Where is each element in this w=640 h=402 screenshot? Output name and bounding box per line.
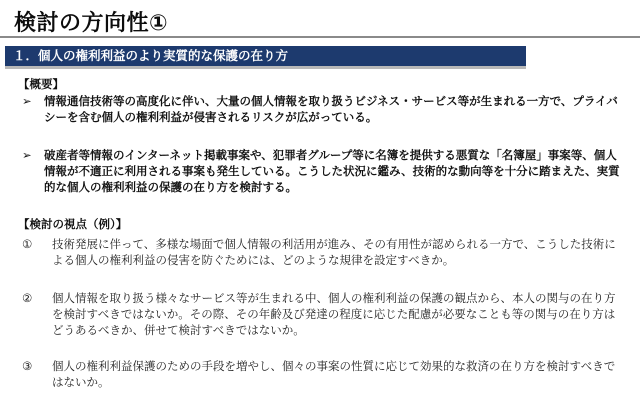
viewpoints-heading: 【検討の視点（例）】: [18, 217, 128, 231]
viewpoint-text: 個人の権利利益保護のための手段を増やし、個々の事案の性質に応じて効果的な救済の在り方を検討すべきではないか。: [52, 359, 616, 389]
overview-item-text: 破産者等情報のインターネット掲載事案や、犯罪者グループ等に名簿を提供する悪質な「名簿屋」事案等、個人情報が不適正に利用される事案も発生している。こうした状況に鑑み、技術的な動向等を十分に踏まえた、実質的な個人の権利利益の保護の在り方を検討する。: [44, 148, 620, 194]
arrow-bullet-icon: ➢: [22, 94, 32, 108]
viewpoint-number: ③: [22, 359, 33, 373]
viewpoint-item: [22, 236, 622, 268]
overview-heading: 【概要】: [18, 77, 64, 91]
overview-item-text: 情報通信技術等の高度化に伴い、大量の個人情報を取り扱うビジネス・サービス等が生まれる一方で、プライバシーを含む個人の権利利益が侵害されるリスクが広がっている。: [44, 94, 618, 124]
arrow-bullet-icon: ➢: [22, 148, 32, 162]
viewpoint-text: 個人情報を取り扱う様々なサービス等が生まれる中、個人の権利利益の保護の観点から、本人の関与の在り方を検討すべきではないか。その際、その年齢及び発達の程度に応じた配慮が必要なことも等の関与の在り方はどうあるべきか、併せて検討すべきではないか。: [52, 291, 616, 337]
viewpoint-number: ①: [22, 237, 33, 251]
overview-item: [22, 147, 622, 195]
section-header: １．個人の権利利益のより実質的な保護の在り方: [5, 46, 526, 69]
overview-item: [22, 93, 622, 125]
viewpoint-item: [22, 290, 622, 338]
page-title: 検討の方向性①: [14, 11, 169, 36]
title-divider: [0, 36, 640, 38]
viewpoint-item: [22, 358, 622, 390]
viewpoint-text: 技術発展に伴って、多様な場面で個人情報の利活用が進み、その有用性が認められる一方で、こうした技術による個人の権利利益の侵害を防ぐためには、どのような規律を設定すべきか。: [52, 237, 616, 267]
viewpoint-number: ②: [22, 291, 33, 305]
